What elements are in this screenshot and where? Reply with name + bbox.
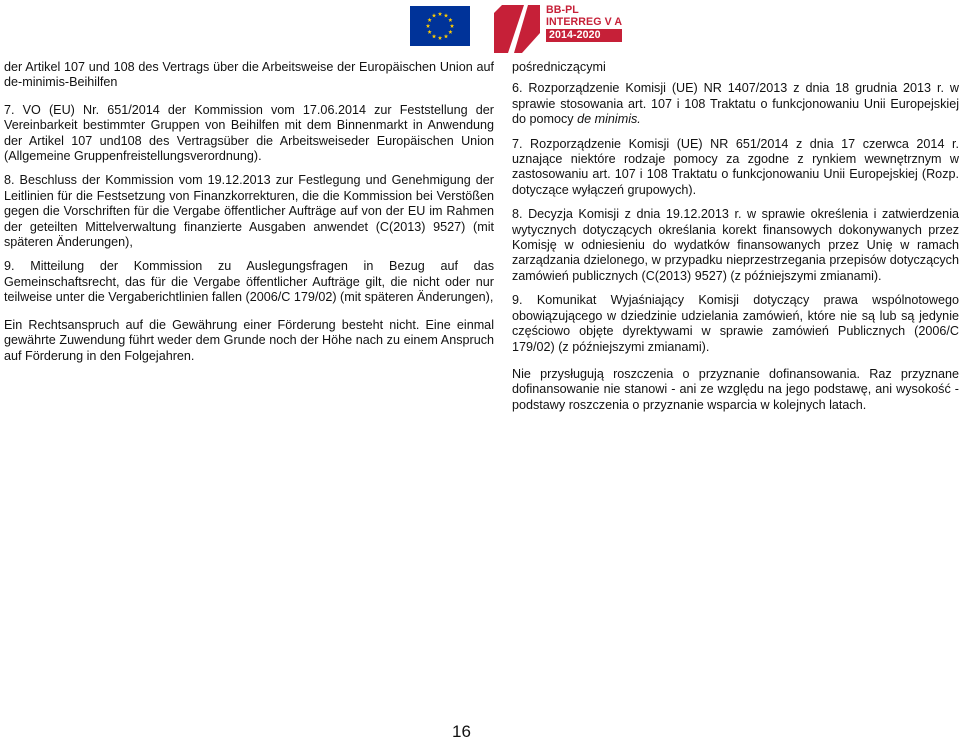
pl-paragraph-regulation-651: 7. Rozporządzenie Komisji (UE) NR 651/2014 z dnia 17 czerwca 2014 r. uznające niektóre rodzaje pomocy za zgodne z rynkiem wewnętrznym w zastosowaniu art. 107 i 108 Traktatu o funkcjonowaniu Unii Europejskiej (Rozp. dotyczące wyłączeń grupowych).: [512, 136, 959, 197]
pl-paragraph-no-entitlement: Nie przysługują roszczenia o przyznanie dofinansowania. Raz przyznane dofinansowanie nie stanowi - ani ze względu na jego podstawę, ani wysokość - podstawy roszczenia o przyznanie wsparcia w kolejnych latach.: [512, 366, 959, 412]
pl-paragraph-intermediaries: pośredniczącymi: [512, 60, 606, 74]
pl-paragraph-regulation-1407-text: 6. Rozporządzenie Komisji (UE) NR 1407/2013 z dnia 18 grudnia 2013 r. w sprawie stosowania art. 107 i 108 Traktatu o funkcjonowaniu Unii Europejskiej do pomocy: [512, 81, 959, 127]
page-number: 16: [452, 722, 471, 741]
logo-line-bbpl: BB-PL: [546, 4, 579, 16]
pl-paragraph-regulation-1407: [512, 81, 959, 127]
de-paragraph-deminimis: der Artikel 107 und 108 des Vertrags über die Arbeitsweise der Europäischen Union auf de-minimis-Beihilfen: [4, 60, 494, 90]
de-paragraph-regulation-651: 7. VO (EU) Nr. 651/2014 der Kommission vom 17.06.2014 zur Feststellung der Vereinbarkeit bestimmter Gruppen von Beihilfen mit dem Binnenmarkt in Anwendung der Artikel 107 und108 des Vertragsüber die Arbeitsweiseder Europäischen Union (Allgemeine Gruppenfreistellungsverordnung).: [4, 102, 494, 164]
de-paragraph-decision-2013: 8. Beschluss der Kommission vom 19.12.2013 zur Festlegung und Genehmigung der Leitlinien für die Festsetzung von Finanzkorrekturen, die die Kommission bei Verstößen gegen die Vorschriften für die Vergabe öffentlicher Aufträge auf von der EU im Rahmen der geteilten Mittelverwaltung finanzierte Ausgaben anwendet (C(2013) 9527) (mit späteren Änderungen),: [4, 173, 494, 250]
de-paragraph-no-entitlement: Ein Rechtsanspruch auf die Gewährung einer Förderung besteht nicht. Eine einmal gewährte Zuwendung führt weder dem Grunde noch der Höhe nach zu einem Anspruch auf Förderung in den Folgejahren.: [4, 317, 494, 363]
pl-paragraph-communication: 9. Komunikat Wyjaśniający Komisji dotyczący prawa wspólnotowego obowiązującego w dziedzinie udzielania zamówień, które nie są lub są jedynie częściowo objęte dyrektywami w sprawie zamówień Publicznych (2006/C 179/02) (z późniejszymi zmianami).: [512, 293, 959, 354]
german-column: [4, 0, 494, 364]
pl-paragraph-decision-2013: 8. Decyzja Komisji z dnia 19.12.2013 r. w sprawie określenia i zatwierdzenia wytycznych dotyczących określania korekt finansowych dokonywanych przez Komisję w odniesieniu do wydatków finansowanych przez Unię w ramach zarządzania dzielonego, w przypadku nieprzestrzegania przepisów dotyczących zamówień publicznych (C(2013) 9527) (z późniejszymi zmianami).: [512, 207, 959, 283]
logo-line-interreg: INTERREG V A: [546, 15, 623, 28]
de-paragraph-communication: 9. Mitteilung der Kommission zu Auslegungsfragen in Bezug auf das Gemeinschaftsrecht, das für die Vergabe öffentlicher Aufträge gilt, die nicht oder nur teilweise unter die Vergaberichtlinien fallen (2006/C 179/02) (mit späteren Änderungen),: [4, 259, 494, 305]
de-minimis-italic: de minimis.: [577, 112, 641, 127]
logo-line-period: 2014-2020: [546, 29, 622, 42]
polish-column: [512, 0, 959, 413]
